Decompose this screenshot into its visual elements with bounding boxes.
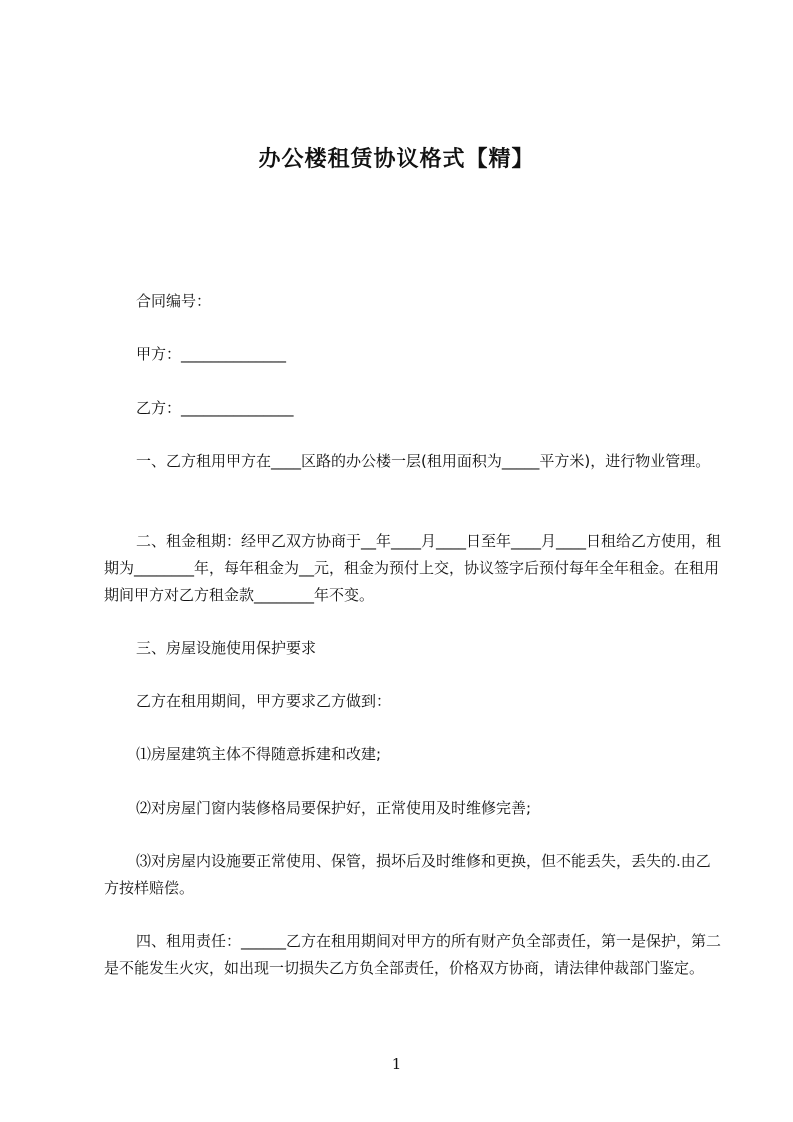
contract-number-line: 合同编号：	[136, 292, 212, 310]
clause-3-intro: 乙方在租用期间，甲方要求乙方做到：	[136, 692, 392, 710]
clause-4-text: 四、租用责任：______乙方在租用期间对甲方的所有财产负全部责任，第一是保护，第二是不能发生火灾，如出现一切损失乙方负全部责任，价格双方协商，请法律仲裁部门鉴定。	[104, 932, 722, 977]
clause-4	[104, 928, 724, 982]
clause-3-item-3-text: ⑶对房屋内设施要正常使用、保管，损坏后及时维修和更换，但不能丢失，丢失的.由乙方按样赔偿。	[104, 852, 711, 897]
page-number: 1	[391, 1055, 402, 1073]
clause-2	[104, 528, 724, 609]
party-a-line: 甲方：______________	[136, 345, 287, 363]
clause-2-text: 二、租金租期：经甲乙双方协商于__年____月____日至年____月____日租给乙方使用，租期为________年，每年租金为__元，租金为预付上交，协议签字后预付每年全年租金。在租用期间甲方对乙方租金款________年不变。	[104, 532, 722, 604]
clause-3-item-2: ⑵对房屋门窗内装修格局要保护好，正常使用及时维修完善;	[136, 799, 532, 817]
clause-3-item-3	[104, 848, 724, 902]
clause-3-heading: 三、房屋设施使用保护要求	[136, 639, 317, 657]
clause-1-text: 一、乙方租用甲方在____区路的办公楼一层(租用面积为_____平方米)，进行物业管理。	[136, 452, 711, 470]
party-b-line: 乙方：_______________	[136, 399, 294, 417]
page-title: 办公楼租赁协议格式【精】	[258, 147, 535, 172]
clause-1	[104, 448, 724, 475]
clause-3-item-1: ⑴房屋建筑主体不得随意拆建和改建;	[136, 745, 382, 763]
